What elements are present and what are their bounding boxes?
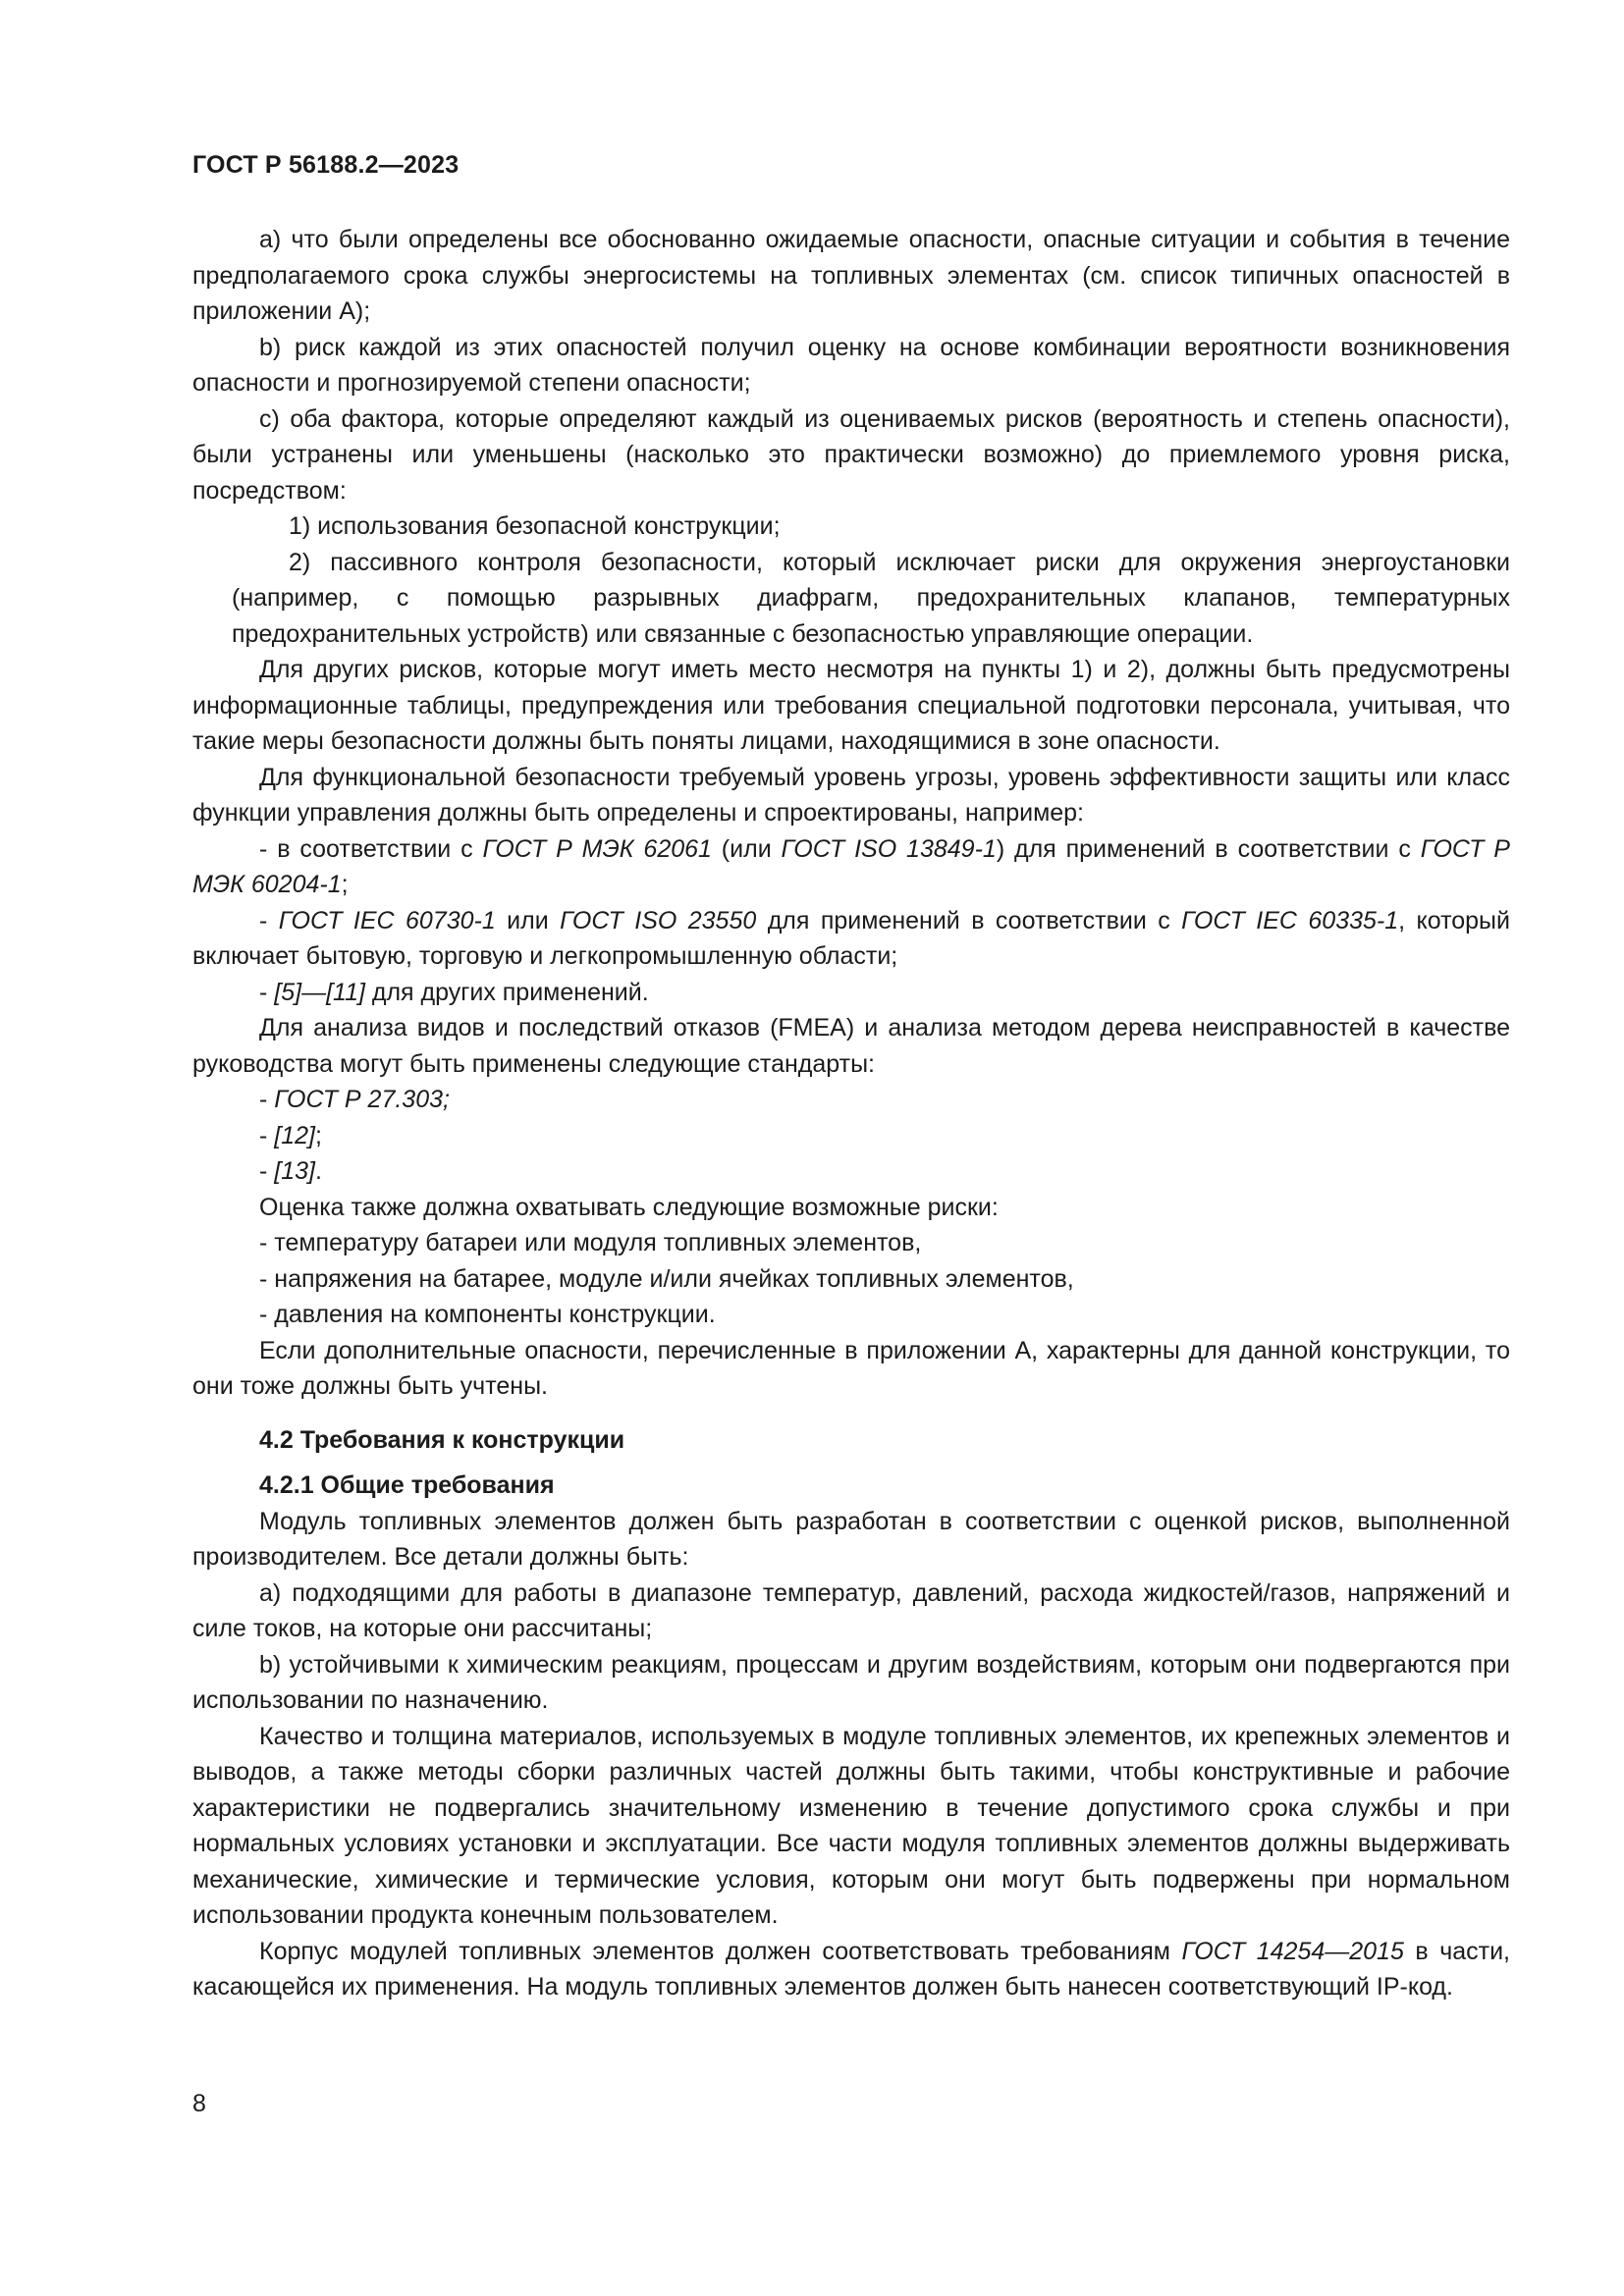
paragraph-additional-hazards: Если дополнительные опасности, перечисленные в приложении А, характерны для данной конструкции, то они тоже должны быть учтены. (192, 1336, 1510, 1400)
bibliography-reference: [12] (274, 1121, 315, 1149)
list-item-a: а) что были определены все обоснованно ожидаемые опасности, опасные ситуации и события в течение предполагаемого срока службы энергосистемы на топливных элементах (см. список типичных опасностей в приложении А); (192, 226, 1510, 325)
standard-reference: ГОСТ Р МЭК 60204-1 (192, 834, 1510, 898)
text-run: или (495, 906, 561, 934)
text-run: для других применений. (364, 978, 649, 1006)
standard-reference: ГОСТ IEC 60730-1 (278, 906, 496, 934)
text-run: (или (711, 834, 782, 863)
text-run: . (314, 1157, 322, 1185)
paragraph-functional-safety: Для функциональной безопасности требуемый уровень угрозы, уровень эффективности защиты или класс функции управления должны быть определены и спроектированы, например: (192, 763, 1510, 827)
sub-item-2: 2) пассивного контроля безопасности, который исключает риски для окружения энергоустановки (например, с помощью разрывных диафрагм, предохранительных клапанов, температурных предохранительных устройств) или связанные с безопасностью управляющие операции. (232, 548, 1510, 648)
functional-safety-item-2 (192, 903, 1510, 975)
standard-reference: ГОСТ ISO 23550 (560, 906, 757, 934)
paragraph-fmea: Для анализа видов и последствий отказов (FMEA) и анализа методом дерева неисправностей в качестве руководства могут быть применены следующие стандарты: (192, 1014, 1510, 1078)
sub-item-1: 1) использования безопасной конструкции; (289, 512, 781, 540)
standard-reference: ГОСТ ISO 13849-1 (781, 834, 997, 863)
paragraph-other-risks: Для других рисков, которые могут иметь место несмотря на пункты 1) и 2), должны быть предусмотрены информационные таблицы, предупреждения или требования специальной подготовки персонала, учитывая, что такие меры безопасности должны быть поняты лицами, находящимися в зоне опасности. (192, 656, 1510, 755)
text-run: - (259, 906, 279, 934)
functional-safety-item-3 (192, 975, 1510, 1011)
standard-item-3 (192, 1153, 1510, 1190)
standard-item-2 (192, 1118, 1510, 1154)
page-number: 8 (192, 2090, 206, 2117)
list-item-b: b) риск каждой из этих опасностей получил оценку на основе комбинации вероятности возникновения опасности и прогнозируемой степени опасности; (192, 333, 1510, 397)
text-run: - в соответствии с (259, 834, 483, 863)
section-heading-4-2-1: 4.2.1 Общие требования (259, 1471, 555, 1499)
paragraph-assessment: Оценка также должна охватывать следующие возможные риски: (259, 1193, 999, 1221)
list-item-c: с) оба фактора, которые определяют каждый из оцениваемых рисков (вероятность и степень опасности), были устранены или уменьшены (насколько это практически возможно) до приемлемого уровня риска, посредством: (192, 404, 1510, 505)
text-run: - (259, 1086, 275, 1113)
risk-item-3: - давления на компоненты конструкции. (259, 1301, 716, 1328)
standard-reference: ГОСТ 14254—2015 (1181, 1937, 1404, 1965)
standard-item-1 (192, 1082, 1510, 1118)
paragraph-housing (192, 1934, 1510, 2005)
functional-safety-item-1 (192, 831, 1510, 903)
standard-reference: ГОСТ IEC 60335-1 (1181, 906, 1399, 934)
text-run: - (259, 978, 275, 1006)
standard-reference: ГОСТ Р 27.303; (274, 1086, 450, 1113)
text-run: ; (314, 1121, 322, 1149)
text-run: - (259, 1121, 275, 1149)
text-run: для применений в соответствии с (756, 906, 1182, 934)
text-run: , который включает бытовую, торговую и легкопромышленную области; (192, 906, 1510, 970)
standard-reference: ГОСТ Р МЭК 62061 (482, 834, 712, 863)
requirement-item-b: b) устойчивыми к химическим реакциям, процессам и другим воздействиям, которым они подвергаются при использовании по назначению. (192, 1650, 1510, 1714)
text-run: - (259, 1157, 275, 1185)
risk-item-2: - напряжения на батарее, модуле и/или ячейках топливных элементов, (259, 1264, 1074, 1293)
risk-item-1: - температуру батареи или модуля топливных элементов, (259, 1229, 922, 1256)
document-body (192, 222, 1510, 2005)
text-run: ) для применений в соответствии с (996, 834, 1421, 863)
text-run: в части, касающейся их применения. На модуль топливных элементов должен быть нанесен соответствующий IP-код. (192, 1937, 1510, 2001)
requirement-item-a: а) подходящими для работы в диапазоне температур, давлений, расхода жидкостей/газов, напряжений и силе токов, на которые они рассчитаны; (192, 1578, 1510, 1642)
bibliography-reference: [13] (274, 1157, 315, 1185)
bibliography-reference: [5]—[11] (274, 978, 365, 1006)
text-run: ; (341, 871, 349, 898)
text-run: Корпус модулей топливных элементов должен соответствовать требованиям (259, 1937, 1182, 1965)
document-header: ГОСТ Р 56188.2—2023 (192, 151, 460, 179)
paragraph-materials-quality: Качество и толщина материалов, используемых в модуле топливных элементов, их крепежных элементов и выводов, а также методы сборки различных частей должны быть такими, чтобы конструктивные и рабочие характеристики не подвергались значительному изменению в течение допустимого срока службы и при нормальных условиях установки и эксплуатации. Все части модуля топливных элементов должны выдерживать механические, химические и термические условия, которым они могут быть подвержены при нормальном использовании продукта конечным пользователем. (192, 1722, 1510, 1929)
paragraph-module-design: Модуль топливных элементов должен быть разработан в соответствии с оценкой рисков, выполненной производителем. Все детали должны быть: (192, 1507, 1510, 1571)
section-heading-4-2: 4.2 Требования к конструкции (259, 1425, 625, 1454)
